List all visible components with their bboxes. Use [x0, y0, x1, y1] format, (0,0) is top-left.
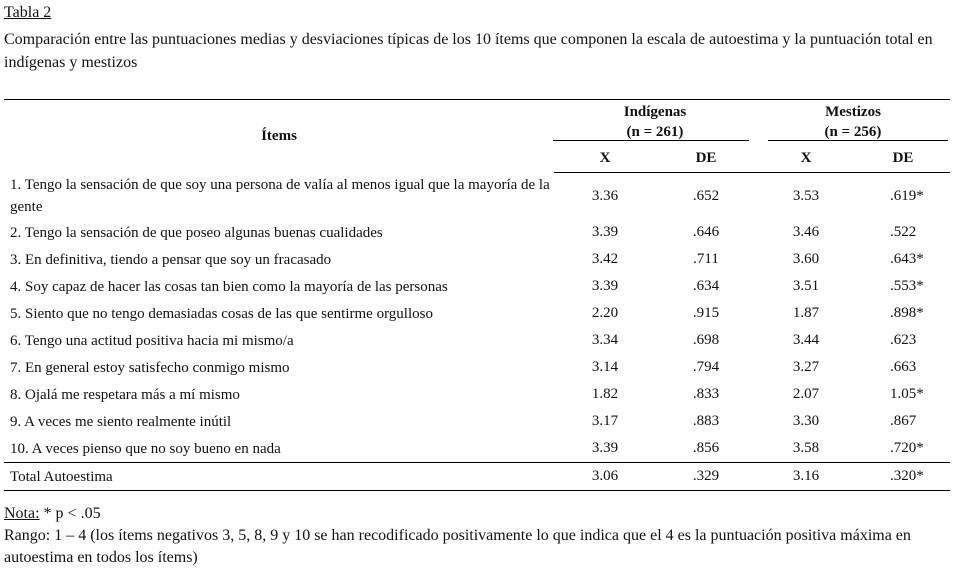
item-label: 7. En general estoy satisfecho conmigo mismo: [10, 359, 290, 376]
header-ind-x: X: [554, 144, 656, 173]
mes-x: 2.07: [792, 386, 820, 402]
mes-de-value: .643*: [890, 251, 924, 267]
table-row: [4, 219, 950, 246]
nota-text: * p < .05: [39, 505, 101, 522]
ind-x: 3.39: [591, 278, 619, 294]
group2-n: (n = 256): [824, 124, 882, 140]
ind-x: 3.39: [591, 440, 619, 456]
header-items: Ítems: [4, 100, 554, 173]
mes-x: 3.51: [792, 278, 820, 294]
mes-de-value: .867: [890, 413, 917, 429]
ind-de: .856: [692, 440, 720, 456]
header-group-indigenas: [554, 100, 756, 145]
item-label: 2. Tengo la sensación de que poseo algunas buenas cualidades: [10, 224, 383, 241]
mes-x: 3.46: [792, 224, 820, 240]
ind-de: .646: [692, 224, 720, 240]
mes-x: 3.58: [792, 440, 820, 456]
mes-de: [856, 354, 950, 381]
ind-x: 3.39: [591, 224, 619, 240]
item-label: 5. Siento que no tengo demasiadas cosas de las que sentirme orgulloso: [10, 305, 433, 322]
mes-de-value: .898*: [890, 305, 924, 321]
ind-de: .698: [692, 332, 720, 348]
mes-de: [856, 327, 950, 354]
total-mes-de-value: .320*: [890, 468, 924, 484]
total-mes-de: [856, 463, 950, 491]
ind-x: 1.82: [591, 386, 619, 402]
results-table: [4, 99, 950, 491]
ind-x: 3.17: [591, 413, 619, 429]
ind-x: 3.34: [591, 332, 619, 348]
ind-de: .794: [692, 359, 720, 375]
total-row: [4, 463, 950, 491]
item-label: 10. A veces pienso que no soy bueno en nada: [10, 440, 281, 457]
mes-de-value: .553*: [890, 278, 924, 294]
item-label: 6. Tengo una actitud positiva hacia mi mismo/a: [10, 332, 294, 349]
mes-de-value: 1.05*: [890, 386, 924, 402]
mes-de: [856, 273, 950, 300]
header-ind-de: DE: [656, 144, 756, 173]
group1-underline: [553, 140, 749, 141]
item-label: 9. A veces me siento realmente inútil: [10, 413, 232, 430]
table-label: Tabla 2: [4, 4, 52, 21]
table-row: [4, 435, 950, 463]
mes-de: [856, 219, 950, 246]
group1-n: (n = 261): [626, 124, 684, 140]
table-row: [4, 246, 950, 273]
mes-de-value: .623: [890, 332, 917, 348]
item-label: 8. Ojalá me respetara más a mí mismo: [10, 386, 240, 403]
group2-name: Mestizos: [825, 104, 881, 120]
group2-underline: [768, 140, 948, 141]
mes-x: 3.30: [792, 413, 820, 429]
header-mes-x: X: [756, 144, 856, 173]
group1-name: Indígenas: [623, 104, 687, 120]
ind-de: .711: [693, 251, 719, 267]
ind-x: 2.20: [591, 305, 619, 321]
table-row: [4, 327, 950, 354]
mes-x: 3.53: [792, 187, 820, 204]
table-row: [4, 300, 950, 327]
item-label: 4. Soy capaz de hacer las cosas tan bien como la mayoría de las personas: [10, 278, 448, 295]
mes-de-value: .720*: [890, 440, 924, 456]
item-label: 3. En definitiva, tiendo a pensar que soy un fracasado: [10, 251, 332, 268]
total-ind-de: .329: [656, 463, 756, 491]
mes-de: [856, 381, 950, 408]
mes-x: 3.27: [792, 359, 820, 375]
nota-line: [4, 503, 954, 525]
table-caption: Comparación entre las puntuaciones medias y desviaciones típicas de los 10 ítems que componen la escala de autoestima y la puntuación total en indígenas y mestizos: [4, 31, 933, 71]
nota-label: Nota:: [4, 505, 40, 522]
mes-de-value: .663: [890, 359, 917, 375]
rango-line: Rango: 1 – 4 (los ítems negativos 3, 5, 8, 9 y 10 se han recodificado positivamente lo que indica que el 4 es la puntuación positiva máxima en autoestima en todos los ítems): [4, 527, 911, 566]
ind-de: .883: [692, 413, 720, 429]
mes-de: [856, 173, 950, 220]
header-row-groups: [4, 100, 950, 145]
table-row: [4, 354, 950, 381]
mes-x: 3.44: [792, 332, 820, 348]
header-mes-de: DE: [856, 144, 950, 173]
mes-x: 1.87: [792, 305, 820, 321]
ind-x: 3.14: [591, 359, 619, 375]
mes-de: [856, 408, 950, 435]
ind-de: .915: [692, 305, 720, 321]
header-group-mestizos: [756, 100, 950, 145]
mes-de-value: .619*: [890, 187, 924, 204]
mes-de: [856, 300, 950, 327]
table-row: [4, 408, 950, 435]
table-notes: [4, 503, 954, 569]
ind-x: 3.42: [591, 251, 619, 267]
mes-de: [856, 246, 950, 273]
table-body: [4, 173, 950, 491]
total-mes-x: 3.16: [756, 463, 856, 491]
total-ind-x: 3.06: [554, 463, 656, 491]
table-row: [4, 173, 950, 220]
ind-x: 3.36: [591, 187, 619, 204]
table-row: [4, 273, 950, 300]
ind-de: .652: [692, 187, 720, 204]
ind-de: .833: [692, 386, 720, 402]
total-label: Total Autoestima: [4, 463, 554, 491]
mes-de: [856, 435, 950, 463]
ind-de: .634: [692, 278, 720, 294]
table-row: [4, 381, 950, 408]
item-label: 1. Tengo la sensación de que soy una persona de valía al menos igual que la mayoría de la gente: [10, 176, 550, 215]
mes-de-value: .522: [890, 224, 917, 240]
mes-x: 3.60: [792, 251, 820, 267]
